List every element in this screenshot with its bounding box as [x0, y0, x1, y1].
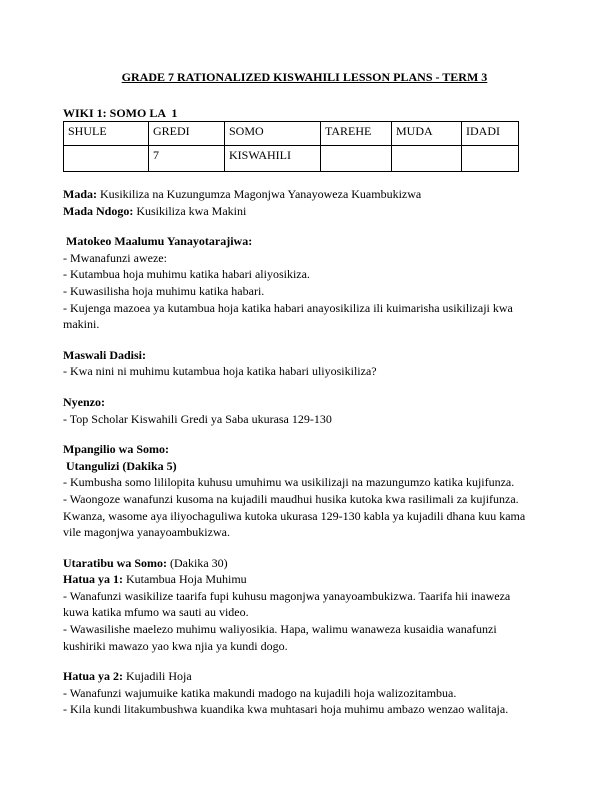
text-line — [63, 491, 546, 508]
text-line — [63, 668, 546, 685]
text-line — [63, 524, 546, 541]
lesson-info-table — [63, 121, 519, 172]
text-line — [63, 474, 546, 491]
text-line-body: - Kuwasilisha hoja muhimu katika habari. — [63, 283, 265, 298]
table-header-cell: SHULE — [64, 122, 149, 146]
text-line — [63, 701, 546, 718]
text-line-body: Kusikiliza na Kuzungumza Magonjwa Yanayoweza Kuambukizwa — [97, 187, 422, 201]
text-line-bold-label: Utangulizi (Dakika 5) — [63, 458, 177, 473]
table-header-cell: TAREHE — [321, 122, 392, 146]
table-cell: KISWAHILI — [225, 146, 321, 172]
text-line-body: Kwanza, wasome aya iliyochaguliwa kutoka ukurasa 129-130 kabla ya kujadili dhana kuu kama — [63, 508, 526, 523]
table-header-cell: MUDA — [392, 122, 462, 146]
text-line-body: - Kwa nini ni muhimu kutambua hoja katika habari uliyosikiliza? — [63, 364, 377, 379]
text-line-body: kuwa katika mfumo wa sauti au video. — [63, 605, 249, 620]
text-line — [63, 604, 546, 621]
text-line-body: Kujadili Hoja — [123, 669, 192, 684]
text-line-bold-label: Nyenzo: — [63, 394, 105, 409]
text-line — [63, 363, 546, 380]
text-line-body: - Mwanafunzi aweze: — [63, 250, 167, 265]
text-line — [63, 203, 546, 220]
text-line — [63, 685, 546, 702]
text-line — [63, 458, 546, 475]
text-line-body: vile magonjwa yanayoambukizwa. — [63, 525, 230, 540]
text-line — [63, 441, 546, 458]
text-line-bold-label: Matokeo Maalumu Yanayotarajiwa: — [63, 234, 253, 249]
text-line — [63, 233, 546, 250]
text-line — [63, 347, 546, 364]
table-cell — [462, 146, 519, 172]
text-line-body: - Wanafunzi wasikilize taarifa fupi kuhusu magonjwa yanayoambukizwa. Taarifa hii inaweza — [63, 588, 511, 603]
table-row — [64, 146, 519, 172]
text-line-body: Kutambua Hoja Muhimu — [123, 572, 247, 587]
text-line-bold-label: Hatua ya 2: — [63, 669, 123, 684]
table-header-cell: IDADI — [462, 122, 519, 146]
table-header-row — [64, 122, 519, 146]
text-line-body: - Kumbusha somo lililopita kuhusu umuhimu wa usikilizaji na mazungumzo katika kujifunza. — [63, 475, 515, 490]
text-line — [63, 394, 546, 411]
spacer-line — [63, 427, 546, 441]
text-line — [63, 316, 546, 333]
text-line-body: (Dakika 30) — [167, 555, 228, 570]
text-line-body: kushiriki mawazo yao kwa njia ya kundi dogo. — [63, 638, 288, 653]
text-line-bold-label: Maswali Dadisi: — [63, 347, 147, 362]
spacer-line — [63, 380, 546, 394]
text-line-bold-label: Hatua ya 1: — [63, 572, 123, 587]
text-line-body: - Kujenga mazoea ya kutambua hoja katika habari anayosikiliza ili kuimarisha usikilizaji kwa — [63, 300, 513, 315]
text-line-body: - Kila kundi litakumbushwa kuandika kwa muhtasari hoja muhimu ambazo wenzao walitaja. — [63, 702, 509, 717]
text-line — [63, 621, 546, 638]
spacer-line — [63, 654, 546, 668]
document-title: GRADE 7 RATIONALIZED KISWAHILI LESSON PLANS - TERM 3 — [121, 70, 488, 84]
week-lesson-heading: WIKI 1: SOMO LA 1 — [63, 106, 178, 120]
text-line — [63, 555, 546, 572]
text-line-bold-label: Mpangilio wa Somo: — [63, 442, 170, 457]
text-line — [63, 186, 546, 203]
text-line-bold-label: Mada Ndogo: — [63, 203, 134, 218]
text-line — [63, 266, 546, 283]
text-line — [63, 571, 546, 588]
text-line — [63, 250, 546, 267]
table-cell — [64, 146, 149, 172]
text-line-body: - Top Scholar Kiswahili Gredi ya Saba ukurasa 129-130 — [63, 411, 332, 426]
spacer-line — [63, 219, 546, 233]
text-line-body: makini. — [63, 317, 100, 332]
text-line-body: Kusikiliza kwa Makini — [133, 203, 247, 218]
text-line — [63, 411, 546, 428]
text-line-bold-label: Mada: — [63, 187, 97, 201]
lesson-body — [63, 186, 546, 718]
table-cell — [321, 146, 392, 172]
text-line-body: - Wanafunzi wajumuike katika makundi madogo na kujadili hoja walizozitambua. — [63, 685, 457, 700]
table-header-cell: GREDI — [149, 122, 225, 146]
spacer-line — [63, 541, 546, 555]
table-cell: 7 — [149, 146, 225, 172]
spacer-line — [63, 333, 546, 347]
text-line-body: - Kutambua hoja muhimu katika habari aliyosikiza. — [63, 267, 310, 282]
text-line-bold-label: Utaratibu wa Somo: — [63, 555, 167, 570]
table-header-cell: SOMO — [225, 122, 321, 146]
table-cell — [392, 146, 462, 172]
text-line — [63, 283, 546, 300]
text-line — [63, 638, 546, 655]
text-line — [63, 508, 546, 525]
text-line-body: - Waongoze wanafunzi kusoma na kujadili maudhui husika kutoka kwa rasilimali za kujifunza. — [63, 491, 519, 506]
text-line — [63, 300, 546, 317]
text-line-body: - Wawasilishe maelezo muhimu waliyosikia. Hapa, walimu wanaweza kusaidia wanafunzi — [63, 622, 497, 637]
text-line — [63, 588, 546, 605]
